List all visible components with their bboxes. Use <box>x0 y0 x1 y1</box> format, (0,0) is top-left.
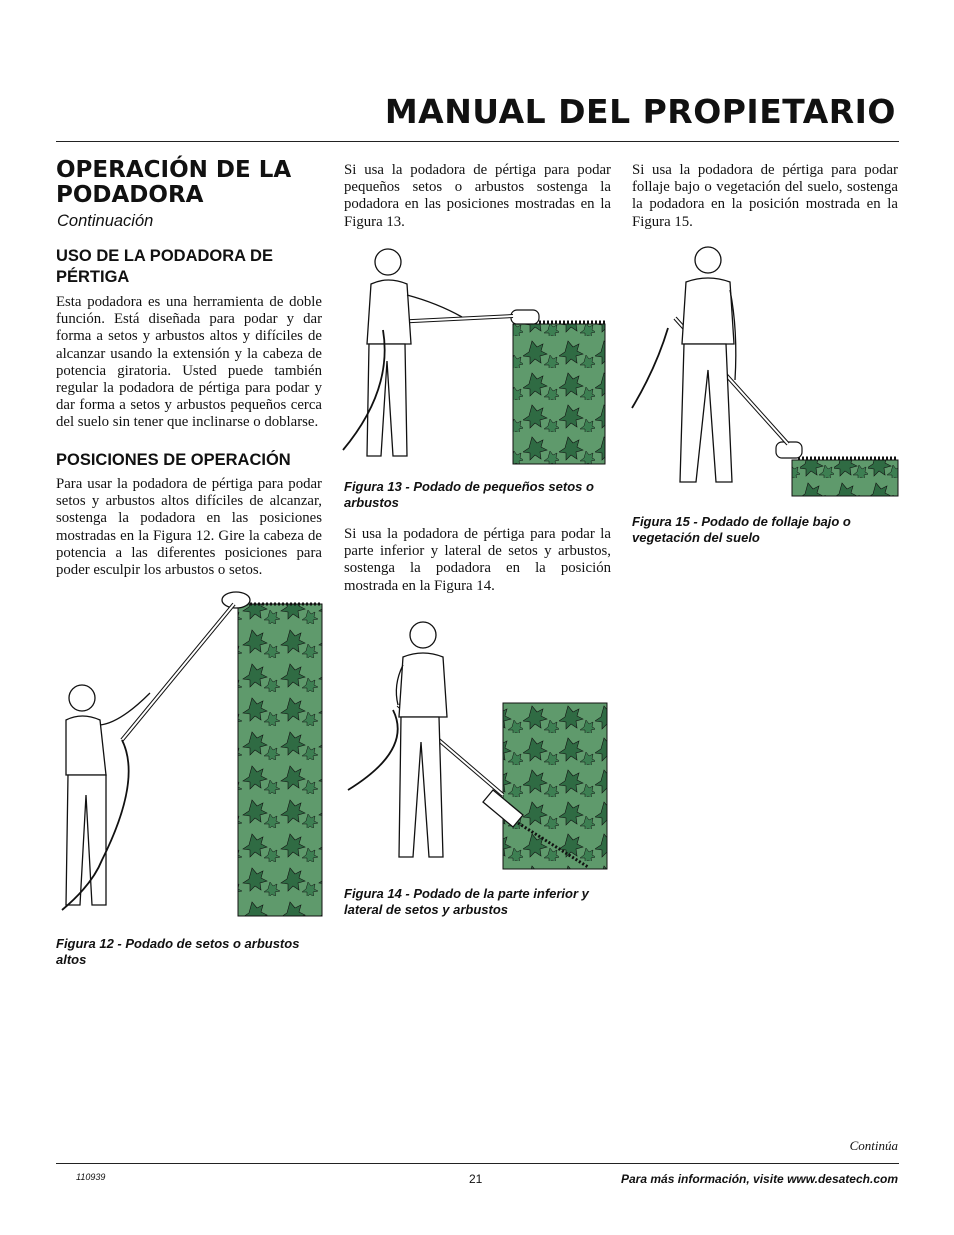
uso-heading: USO DE LA PODADORA DE PÉRTIGA <box>56 247 273 286</box>
figure-12-illustration <box>52 590 327 925</box>
figure-13-illustration <box>343 240 611 470</box>
col3-paragraph-1: Si usa la podadora de pértiga para podar follaje bajo o vegetación del suelo, sostenga la podadora en la posición mostrada en la Figura 15. <box>632 162 898 230</box>
page-header-title: MANUAL DEL PROPIETARIO <box>384 92 896 131</box>
document-code: 110939 <box>76 1172 106 1182</box>
col2-paragraph-1: Si usa la podadora de pértiga para podar pequeños setos o arbustos sostenga la podadora en las posiciones mostradas en la Figura 13. <box>344 162 611 230</box>
figure-15-illustration <box>630 238 900 498</box>
continua-label: Continúa <box>849 1138 898 1153</box>
posiciones-heading: POSICIONES DE OPERACIÓN <box>56 451 291 469</box>
header-rule <box>56 141 899 142</box>
footer-rule <box>56 1163 899 1164</box>
figure-13-caption: Figura 13 - Podado de pequeños setos o arbustos <box>344 479 594 510</box>
col2-paragraph-2: Si usa la podadora de pértiga para podar la parte inferior y lateral de setos y arbustos, sostenga la podadora en la posición mostrada en la Figura 14. <box>344 526 611 594</box>
posiciones-body: Para usar la podadora de pértiga para podar setos y arbustos altos difíciles de alcanzar, sostenga la podadora en las posiciones mostradas en la Figura 12. Gire la cabeza de potencia a las diferentes posiciones para poder esculpir los arbustos o setos. <box>56 476 322 579</box>
figure-14-illustration <box>343 605 611 873</box>
figure-12-caption: Figura 12 - Podado de setos o arbustos altos <box>56 936 300 967</box>
footer-info-link[interactable]: Para más información, visite www.desatech.com <box>621 1172 898 1186</box>
page-number: 21 <box>469 1172 483 1186</box>
section-title: OPERACIÓN DE LA PODADORA <box>56 157 292 208</box>
section-continued-label: Continuación <box>57 212 154 230</box>
figure-14-caption: Figura 14 - Podado de la parte inferior y lateral de setos y arbustos <box>344 886 589 917</box>
uso-body: Esta podadora es una herramienta de doble función. Está diseñada para podar y dar forma a setos y arbustos altos y difíciles de alcanzar usando la extensión y la cabeza de potencia giratoria. Usted puede también regular la podadora de pértiga para podar y dar forma a setos y arbustos pequeños cerca del suelo sin tener que inclinarse o doblarse. <box>56 294 322 431</box>
figure-15-caption: Figura 15 - Podado de follaje bajo o vegetación del suelo <box>632 514 851 545</box>
